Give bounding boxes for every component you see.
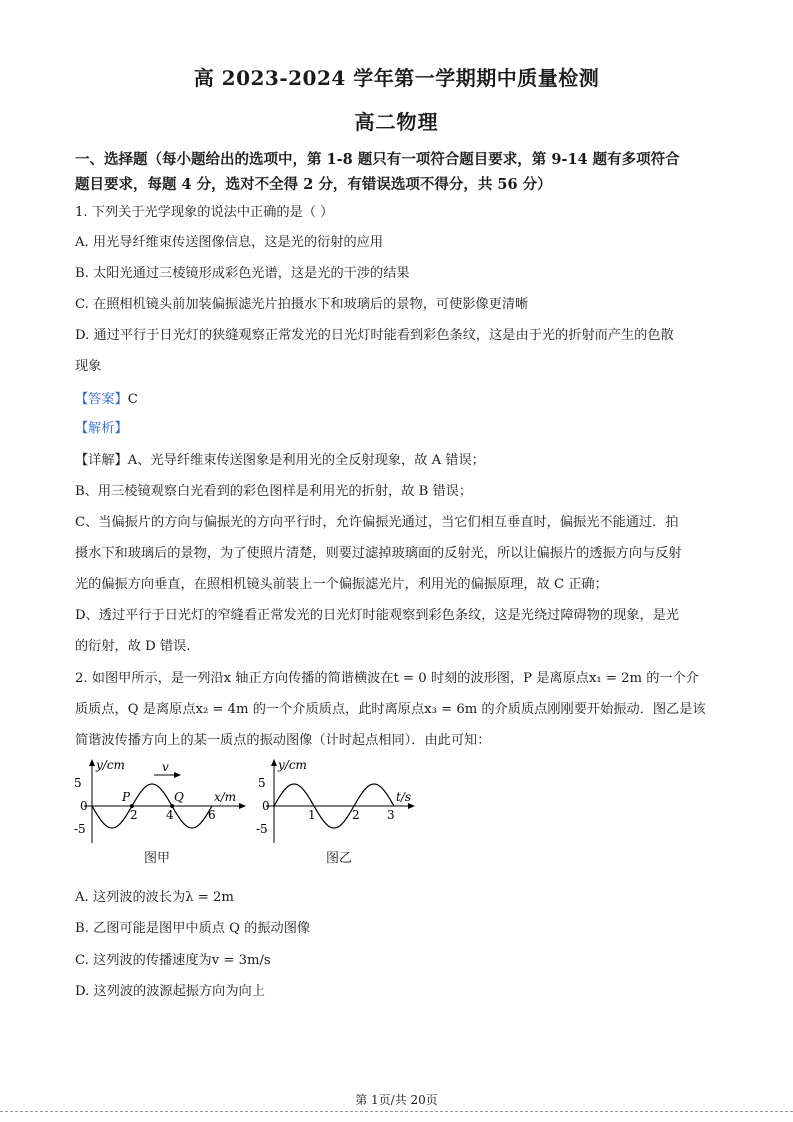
figure-a-xlabel: x/m [214,790,237,804]
question-2-option-b: B. 乙图可能是图甲中质点 Q 的振动图像 [75,921,311,936]
figure-a [74,755,249,869]
figure-a-y-arrow [89,759,95,766]
figure-a-point-q [170,804,174,808]
figure-b-xtick-2: 2 [352,808,360,822]
detail-line-6: D、透过平行于日光灯的窄缝看正常发光的日光灯时能观察到彩色条纹，这是光绕过障碍物的现象，是光 [75,608,680,623]
page-title: 高 2023-2024 学年第一学期期中质量检测 [193,66,600,90]
section-heading-line2: 题目要求，每题 4 分，选对不全得 2 分，有错误选项不得分，共 56 分） [75,176,552,193]
page-subtitle: 高二物理 [354,110,439,134]
question-2-option-c: C. 这列波的传播速度为v = 3m/s [75,953,271,968]
analysis-tag: 【解析】 [75,421,128,436]
question-1-option-d-cont: 现象 [75,359,102,374]
figure-a-point-p [130,804,134,808]
question-1-stem: 1. 下列关于光学现象的说法中正确的是（ ） [75,205,334,220]
figure-a-ytick-0: 0 [80,799,88,813]
detail-line-3: C、当偏振片的方向与偏振光的方向平行时，允许偏振光通过，当它们相互垂直时，偏振光不能通过．拍 [75,515,679,530]
figure-b [256,755,421,869]
detail-tag: 【详解】 [75,453,128,468]
question-1-option-c: C. 在照相机镜头前加装偏振滤光片拍摄水下和玻璃后的景物，可使影像更清晰 [75,297,529,312]
figure-b-y-arrow [271,759,277,766]
question-1-option-b: B. 太阳光通过三棱镜形成彩色光谱，这是光的干涉的结果 [75,266,410,281]
question-1-option-d: D. 通过平行于日光灯的狭缝观察正常发光的日光灯时能看到彩色条纹，这是由于光的折射而产生的色散 [75,328,674,343]
question-2-stem-3: 简谐波传播方向上的某一质点的振动图像（计时起点相同）．由此可知： [75,733,491,748]
question-2-stem-1: 2. 如图甲所示，是一列沿x 轴正方向传播的简谐横波在t = 0 时刻的波形图，P 是离原点x₁ = 2m 的一个介 [75,671,699,686]
page-footer: 第 1页/共 20页 [355,1093,438,1107]
figure-b-caption: 图乙 [326,851,353,866]
figure-b-ytick-neg5: -5 [256,822,268,836]
figure-a-p-label: P [122,790,131,804]
figure-a-ytick-5: 5 [74,776,82,790]
figure-a-ytick-neg5: -5 [74,822,86,836]
figure-a-xtick-6: 6 [208,808,216,822]
question-2-option-d: D. 这列波的波源起振方向为向上 [75,984,265,999]
answer-tag: 【答案】 [75,392,128,407]
answer-line [75,388,138,407]
figure-b-xtick-3: 3 [387,808,395,822]
figure-a-ylabel: y/cm [96,758,125,772]
figure-a-xtick-4: 4 [166,808,174,822]
section-heading-line1: 一、选择题（每小题给出的选项中，第 1-8 题只有一项符合题目要求，第 9-14 题有多项符合 [75,151,680,168]
figure-a-x-arrow [239,803,246,809]
detail-line-4: 摄水下和玻璃后的景物，为了使照片清楚，则要过滤掉玻璃面的反射光，所以让偏振片的透振方向与反射 [75,546,682,561]
figure-b-ytick-5: 5 [258,776,266,790]
figure-b-ytick-0: 0 [262,799,270,813]
question-2-option-a: A. 这列波的波长为λ = 2m [75,890,234,905]
figure-b-xlabel: t/s [396,790,412,804]
figure-a-caption: 图甲 [144,851,171,866]
figure-b-ylabel: y/cm [278,758,307,772]
answer-value: C [127,392,138,407]
figure-b-xtick-1: 1 [308,808,316,822]
detail-line-2: B、用三棱镜观察白光看到的彩色图样是利用光的折射，故 B 错误； [75,484,473,499]
detail-line-1 [75,449,485,468]
figure-a-q-label: Q [174,790,184,804]
figure-a-v-label: v [162,760,169,774]
footer-divider [0,1111,793,1112]
question-1-option-a: A. 用光导纤维束传送图像信息，这是光的衍射的应用 [75,235,384,250]
detail-text-1: A、光导纤维束传送图象是利用光的全反射现象，故 A 错误； [127,453,485,468]
figure-a-xtick-2: 2 [130,808,138,822]
detail-line-5: 光的偏振方向垂直，在照相机镜头前装上一个偏振滤光片，利用光的偏振原理，故 C 正确； [75,577,608,592]
question-2-stem-2: 质质点，Q 是离原点x₂ = 4m 的一个介质质点，此时离原点x₃ = 6m 的介质质点刚刚要开始振动．图乙是该 [75,702,706,717]
figure-a-v-arrow-head [174,772,181,778]
detail-line-7: 的衍射，故 D 错误. [75,639,191,654]
